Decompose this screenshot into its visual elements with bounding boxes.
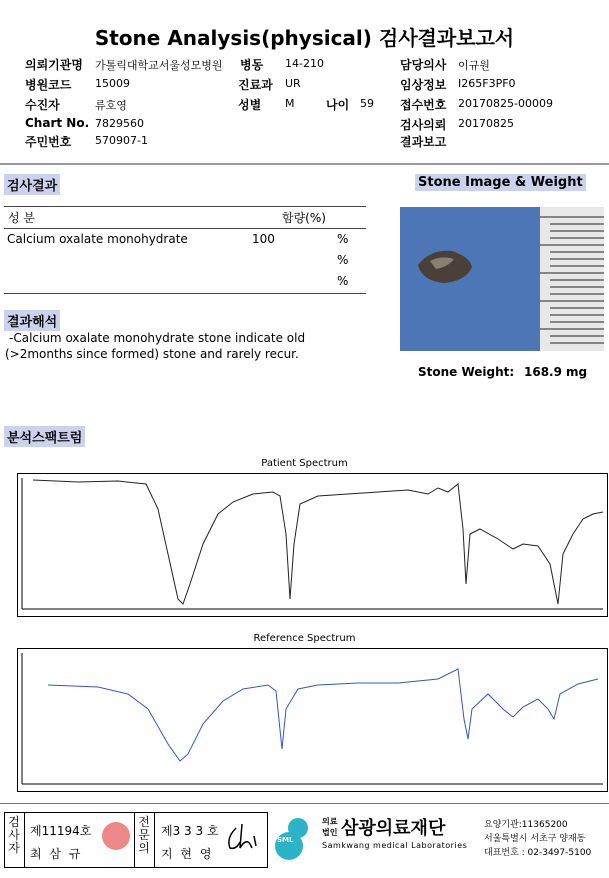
row-value: 100	[252, 232, 275, 246]
org-prefix-1: 의료	[322, 817, 338, 826]
inspector-label: 검사자	[8, 815, 20, 855]
label-doctor: 담당의사	[400, 58, 447, 72]
org-address: 서울특별시 서초구 양재동	[484, 834, 586, 844]
stone-weight-unit: mg	[566, 365, 588, 379]
row-unit: %	[337, 232, 349, 246]
specialist-signature-icon	[222, 820, 262, 856]
label-dept: 진료과	[238, 78, 273, 92]
label-resident-no: 주민번호	[25, 135, 72, 149]
sml-logo-text: SML	[277, 836, 294, 844]
reference-spectrum-title: Reference Spectrum	[253, 633, 356, 644]
specialist-name: 지 현 영	[161, 847, 214, 861]
inspector-seal-icon	[102, 822, 130, 850]
value-doctor: 이규원	[458, 59, 490, 72]
label-institution: 의뢰기관명	[25, 58, 83, 72]
org-name-en: Samkwang medical Laboratories	[322, 841, 468, 850]
value-hospital-code: 15009	[95, 77, 130, 90]
value-institution: 가톨릭대학교서울성모병원	[95, 59, 223, 72]
stone-weight-label: Stone Weight:	[418, 365, 515, 379]
value-chart-no: 7829560	[95, 117, 144, 130]
footer-divider	[0, 803, 609, 804]
header-divider	[0, 163, 609, 165]
org-phone: 대표번호 : 02-3497-5100	[484, 848, 592, 858]
interpretation-line-2: (>2months since formed) stone and rarely recur.	[5, 347, 299, 361]
label-patient: 수진자	[25, 98, 60, 112]
value-age: 59	[360, 97, 374, 110]
value-patient: 류호영	[95, 99, 127, 112]
section-spectrum: 분석스팩트럼	[4, 426, 85, 447]
value-resident-no: 570907-1	[95, 134, 148, 147]
section-stone: Stone Image & Weight	[415, 174, 586, 191]
label-hospital-code: 병원코드	[25, 78, 72, 92]
label-chart-no: Chart No.	[25, 116, 90, 130]
table-header-rule	[4, 228, 366, 229]
inspector-name: 최 삼 규	[30, 847, 83, 861]
specialist-label: 전문의	[138, 815, 150, 855]
value-receipt-no: 20170825-00009	[458, 97, 553, 110]
report-title: Stone Analysis(physical) 검사결과보고서	[94, 26, 515, 50]
section-results: 검사결과	[4, 174, 60, 195]
interpretation-line-1: -Calcium oxalate monohydrate stone indicate old	[9, 331, 306, 345]
label-report-date: 결과보고	[400, 135, 447, 149]
label-request-date: 검사의뢰	[400, 118, 447, 132]
reference-spectrum-plot	[18, 649, 607, 791]
col-header-component: 성 분	[8, 211, 35, 225]
stone-weight-value: 168.9	[524, 365, 562, 379]
section-interpretation: 결과해석	[4, 310, 60, 331]
row-unit: %	[337, 274, 349, 288]
signature-divider	[154, 812, 155, 868]
table-bottom-rule	[4, 293, 366, 294]
inspector-license-no: 제11194호	[30, 824, 92, 838]
row-unit: %	[337, 253, 349, 267]
stone-photo-drawing	[400, 207, 604, 351]
value-clinical-info: I265F3PF0	[458, 77, 516, 90]
reference-spectrum-chart	[17, 648, 608, 792]
org-institution-code: 요양기관:11365200	[484, 820, 568, 830]
patient-spectrum-plot	[18, 474, 607, 616]
label-clinical-info: 임상정보	[400, 78, 447, 92]
patient-spectrum-chart	[17, 473, 608, 617]
patient-spectrum-title: Patient Spectrum	[261, 458, 348, 469]
col-header-content: 함량(%)	[282, 211, 326, 225]
value-request-date: 20170825	[458, 117, 514, 130]
value-sex: M	[285, 97, 295, 110]
label-sex: 성별	[238, 98, 262, 112]
value-dept: UR	[285, 77, 301, 90]
org-name: 삼광의료재단	[341, 818, 446, 839]
label-age: 나이	[326, 98, 350, 112]
signature-divider	[134, 812, 135, 868]
signature-divider	[24, 812, 25, 868]
specialist-license-no: 제3 3 3 호	[161, 824, 219, 838]
stone-photo	[400, 207, 604, 351]
table-top-rule	[4, 206, 366, 207]
org-prefix-2: 법인	[322, 828, 338, 837]
label-ward: 병동	[240, 58, 264, 72]
row-component: Calcium oxalate monohydrate	[7, 232, 188, 246]
label-receipt-no: 접수번호	[400, 98, 447, 112]
value-ward: 14-210	[285, 57, 324, 70]
